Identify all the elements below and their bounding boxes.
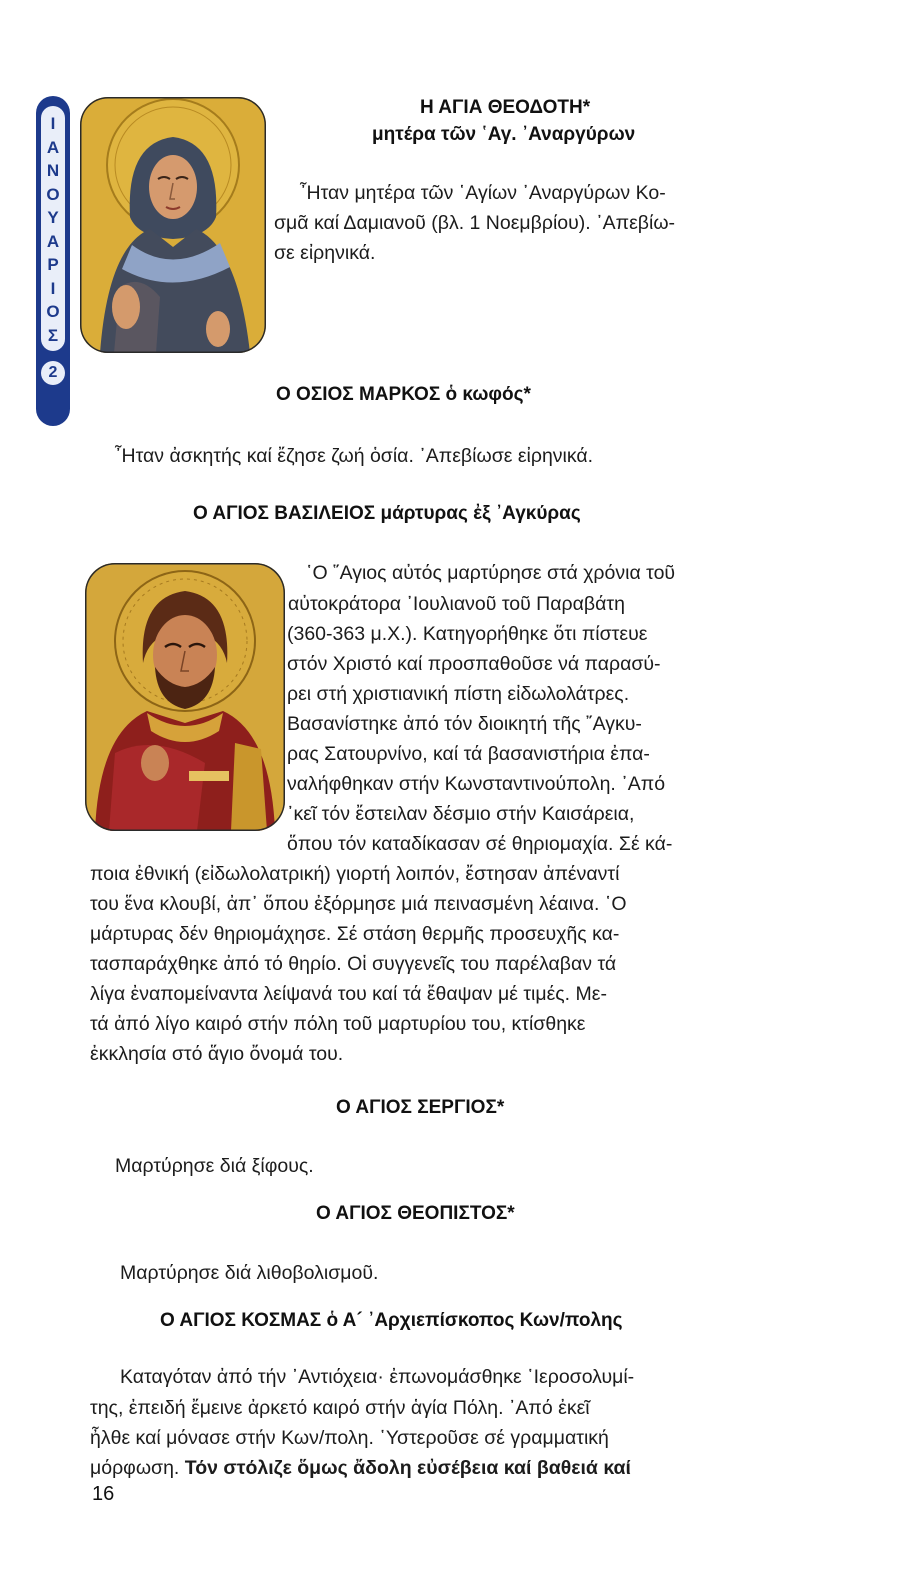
heading-theopistos: Ο ΑΓΙΟΣ ΘΕΟΠΙΣΤΟΣ* <box>316 1203 515 1224</box>
text-line: Μαρτύρησε διά λιθοβολισμοῦ. <box>120 1262 379 1284</box>
text-line: σε εἰρηνικά. <box>274 242 376 264</box>
heading-theodoti: Η ΑΓΙΑ ΘΕΟΔΟΤΗ* <box>420 97 591 118</box>
text-line: του ἕνα κλουβί, ἀπ᾿ ὅπου ἐξόρμησε μιά πεινασμένη λέαινα. ῾Ο <box>90 893 627 915</box>
month-letter: Υ <box>47 208 59 227</box>
heading-sergios: Ο ΑΓΙΟΣ ΣΕΡΓΙΟΣ* <box>336 1097 505 1118</box>
day-number: 2 <box>41 361 65 385</box>
text-line: ρει στή χριστιανική πίστη εἰδωλολάτρες. <box>287 683 630 705</box>
text-line: ᾿κεῖ τόν ἔστειλαν δέσμιο στήν Καισάρεια, <box>287 803 635 825</box>
text-line: (360-363 μ.Χ.). Κατηγορήθηκε ὅτι πίστευε <box>287 623 648 645</box>
text-line-mixed <box>90 1455 631 1482</box>
text-line: στόν Χριστό καί προσπαθοῦσε νά παρασύ- <box>287 653 661 675</box>
month-letter: Ν <box>46 161 60 180</box>
text-line: ποια ἐθνική (εἰδωλολατρική) γιορτή λοιπόν, ἔστησαν ἀπέναντί <box>90 863 620 885</box>
month-letter: Ο <box>46 184 60 204</box>
text-line: αὐτοκράτορα ᾿Ιουλιανοῦ τοῦ Παραβάτη <box>288 593 625 615</box>
text-line: Βασανίστηκε ἀπό τόν διοικητή τῆς ῎Αγκυ- <box>287 713 642 735</box>
text-line: λίγα ἐναπομείναντα λείψανά του καί τά ἔθαψαν μέ τιμές. Με- <box>90 983 607 1005</box>
text-line: ῏Ηταν ἀσκητής καί ἔζησε ζωή ὁσία. ᾿Απεβίωσε εἰρηνικά. <box>115 445 594 467</box>
text-line: Μαρτύρησε διά ξίφους. <box>115 1155 314 1177</box>
saint-theodoti-image <box>80 97 266 353</box>
text-line: της, ἐπειδή ἔμεινε ἀρκετό καιρό στήν ἁγία Πόλη. ᾿Από ἐκεῖ <box>90 1397 590 1419</box>
heading-vasileios: Ο ΑΓΙΟΣ ΒΑΣΙΛΕΙΟΣ μάρτυρας ἐξ ᾿Αγκύρας <box>193 503 581 524</box>
month-letter: Σ <box>47 325 59 345</box>
page-number: 16 <box>92 1483 115 1505</box>
text-line: ἐκκλησία στό ἅγιο ὄνομά του. <box>90 1043 344 1065</box>
text-line: ρας Σατουρνίνο, καί τά βασανιστήρια ἐπα- <box>287 743 650 765</box>
text-line: σμᾶ καί Δαμιανοῦ (βλ. 1 Νοεμβρίου). ᾿Απεβίω- <box>274 212 676 234</box>
month-letter: Ρ <box>47 255 59 274</box>
saint-theodoti-icon <box>80 97 266 353</box>
text-line: ναλήφθηκαν στήν Κωνσταντινούπολη. ᾿Από <box>287 773 666 795</box>
month-letter: Ι <box>50 114 56 133</box>
month-letter: Α <box>46 137 60 157</box>
heading-markos: Ο ΟΣΙΟΣ ΜΑΡΚΟΣ ὁ κωφός* <box>276 384 531 405</box>
heading-kosmas: Ο ΑΓΙΟΣ ΚΟΣΜΑΣ ὁ Α´ ᾿Αρχιεπίσκοπος Κων/πολης <box>160 1310 623 1331</box>
text-line: ἦλθε καί μόνασε στήν Κων/πολη. ῾Υστεροῦσε σέ γραμματική <box>90 1427 609 1449</box>
month-letter: Ο <box>46 302 60 321</box>
text-line: ῏Ηταν μητέρα τῶν ῾Αγίων ᾿Αναργύρων Κο- <box>300 182 666 204</box>
text-line: ῾Ο ῞Αγιος αὐτός μαρτύρησε στά χρόνια τοῦ <box>306 562 676 584</box>
saint-vasileios-icon <box>85 563 285 831</box>
text-bold: Τόν στόλιζε ὅμως ἄδολη εὐσέβεια καί βαθειά καί <box>184 1457 631 1479</box>
text-line: Καταγόταν ἀπό τήν ᾿Αντιόχεια· ἐπωνομάσθηκε ῾Ιεροσολυμί- <box>120 1366 635 1388</box>
text-line: μάρτυρας δέν θηριομάχησε. Σέ στάση θερμῆς προσευχῆς κα- <box>90 923 620 945</box>
text-line: τά ἀπό λίγο καιρό στήν πόλη τοῦ μαρτυρίου του, κτίσθηκε <box>90 1013 586 1035</box>
month-letter: Ι <box>50 278 56 298</box>
text-plain: μόρφωση. <box>90 1457 185 1479</box>
month-tab <box>36 96 70 426</box>
subheading-theodoti: μητέρα τῶν ῾Αγ. ᾿Αναργύρων <box>372 124 636 145</box>
text-line: τασπαράχθηκε ἀπό τό θηρίο. Οἱ συγγενεῖς του παρέλαβαν τά <box>90 953 617 975</box>
text-line: ὅπου τόν καταδίκασαν σέ θηριομαχία. Σέ κά- <box>287 833 673 855</box>
month-letters <box>41 106 65 351</box>
saint-vasileios-image <box>85 563 285 831</box>
month-letter: Α <box>46 231 60 251</box>
